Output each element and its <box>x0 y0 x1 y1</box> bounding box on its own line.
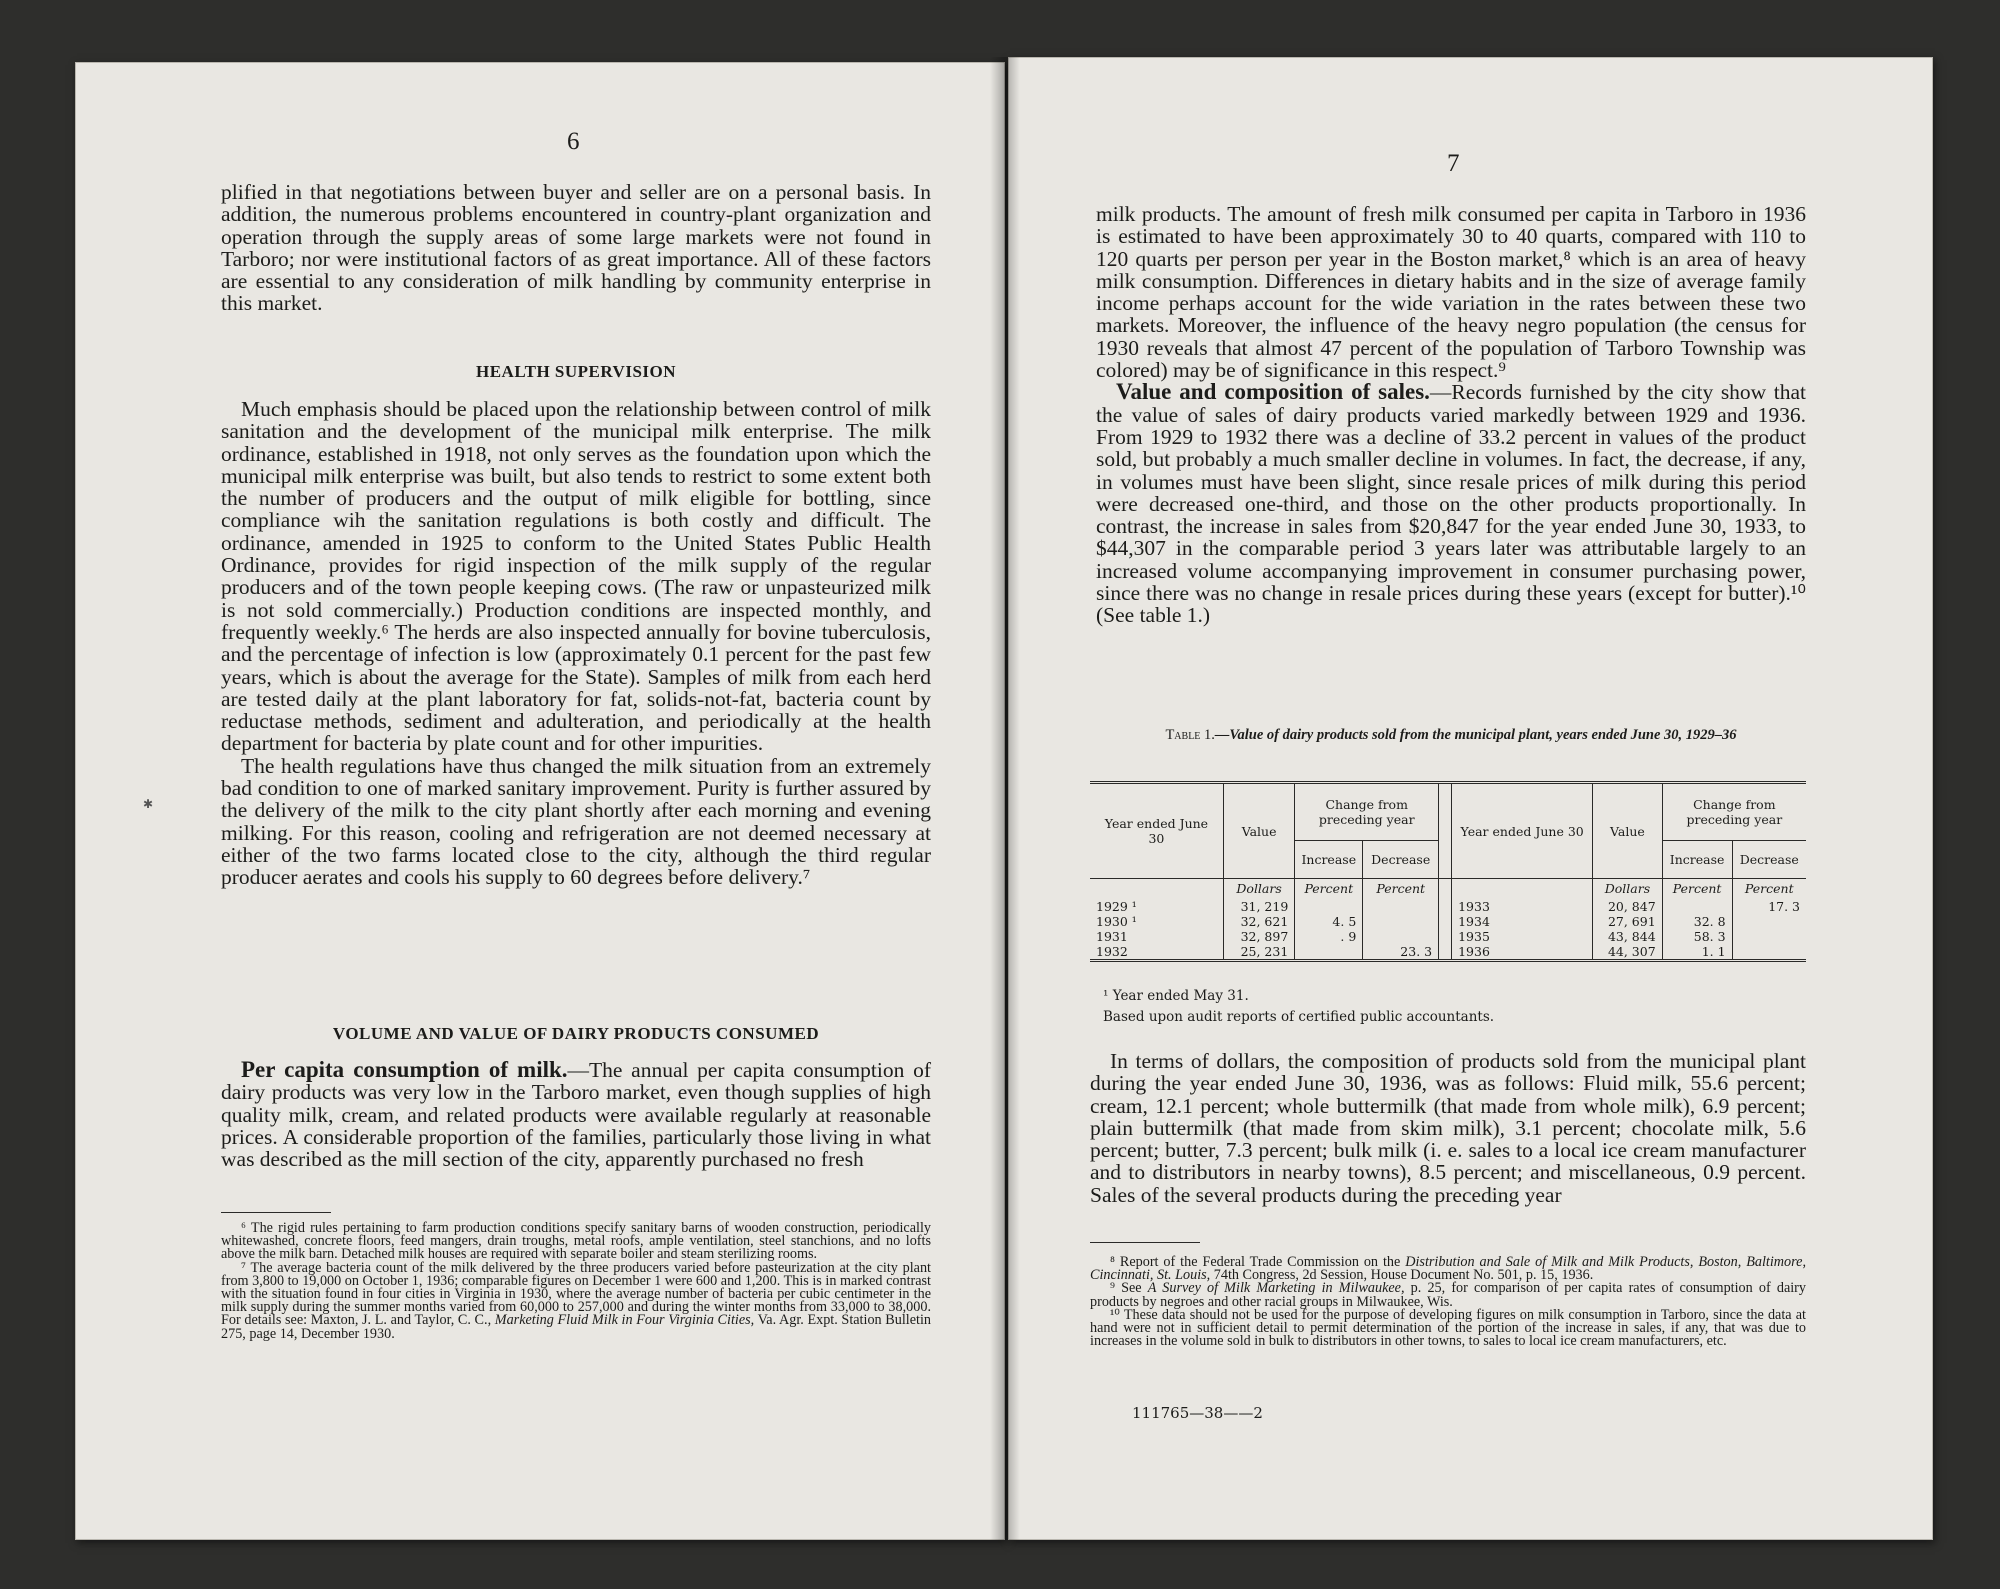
cell-value: 32, 621 <box>1223 914 1294 929</box>
footnote-7-text: ⁷ The average bacteria count of the milk delivered by the three producers varied before pasteurization at the city plant from 3,800 to 19,000 on October 1, 1936; comparable figures on December 1 were 600 and 1,200. This is in marked contrast with the situation found in four cities in Virginia in 1930, where the average number of bacteria per cubic centimeter in the milk supply during the summer months varied from 60,000 to 257,000 and during the winter months from 33,000 to 38,000. For details see: Maxton, J. L. and Taylor, C. C., <box>221 1259 931 1329</box>
cell-value: 27, 691 <box>1593 914 1663 929</box>
cell-decrease: 23. 3 <box>1363 944 1439 961</box>
col-change-left: Change from preceding year <box>1295 783 1439 841</box>
page-number-left: 6 <box>567 128 580 155</box>
left-opening-paragraph <box>221 181 931 315</box>
per-capita-paragraph <box>221 1059 931 1170</box>
page-number-right: 7 <box>1447 150 1460 177</box>
cell-year: 1930 ¹ <box>1096 913 1137 929</box>
footnote-9 <box>1090 1282 1806 1308</box>
units-percent-dec-right: Percent <box>1732 879 1806 899</box>
data-table <box>1090 781 1806 962</box>
cell-value: 43, 844 <box>1593 929 1663 944</box>
cell-value: 20, 847 <box>1593 899 1663 914</box>
cell-value: 32, 897 <box>1223 929 1294 944</box>
footnote-9-title: A Survey of Milk Marketing in Milwaukee, <box>1147 1280 1405 1297</box>
table-divider <box>1439 944 1452 961</box>
footnote-rule-left <box>221 1212 331 1213</box>
continuation-paragraph: milk products. The amount of fresh milk consumed per capita in Tarboro in 1936 is estimated to have been approximately 30 to 40 quarts, compared with 110 to 120 quarts per person per year in the Boston market,⁸ which is an area of heavy milk consumption. Differences in dietary habits and in the size of average family income perhaps account for the wide variation in the rates between these two markets. Moreover, the influence of the heavy negro population (the census for 1930 reveals that almost 47 percent of the population of Tarboro Township was colored) may be of significance in this respect.⁹ <box>1096 202 1806 383</box>
left-footnotes <box>221 1222 931 1341</box>
table-divider <box>1439 879 1452 899</box>
units-percent-inc-left: Percent <box>1295 879 1363 899</box>
table-row <box>1090 914 1806 929</box>
right-footnotes <box>1090 1256 1806 1348</box>
footnote-rule-right <box>1090 1242 1200 1243</box>
cell-value: 25, 231 <box>1223 944 1294 961</box>
value-paragraph <box>1096 381 1806 626</box>
cell-increase: 58. 3 <box>1662 929 1732 944</box>
col-increase-right: Increase <box>1662 841 1732 879</box>
cell-decrease: 17. 3 <box>1732 899 1806 914</box>
footnote-10: ¹⁰ These data should not be used for the purpose of developing figures on milk consumption in Tarboro, since the data at hand were not in sufficient detail to permit determination of the portion of the increase in sales, if any, that was due to increases in the volume sold in bulk to distributors in other towns, to sales to local ice cream manufacturers, etc. <box>1090 1306 1806 1350</box>
table-divider <box>1439 929 1452 944</box>
cell-increase: 4. 5 <box>1295 914 1363 929</box>
col-year-right: Year ended June 30 <box>1460 823 1584 839</box>
per-capita-section <box>221 1059 931 1170</box>
col-decrease-left: Decrease <box>1363 841 1439 879</box>
cell-value: 31, 219 <box>1223 899 1294 914</box>
cell-year: 1932 <box>1096 943 1128 959</box>
table-notes <box>1103 986 1803 1028</box>
cell-decrease <box>1732 944 1806 961</box>
table-row <box>1090 899 1806 914</box>
cell-decrease <box>1363 899 1439 914</box>
footnote-8 <box>1090 1256 1806 1282</box>
cell-increase: . 9 <box>1295 929 1363 944</box>
cell-year: 1933 <box>1458 898 1490 914</box>
cell-year: 1936 <box>1458 943 1490 959</box>
book-gutter <box>990 57 1020 1540</box>
cell-year: 1934 <box>1458 913 1490 929</box>
heading-health-supervision: HEALTH SUPERVISION <box>475 362 677 381</box>
health-paragraph-1: Much emphasis should be placed upon the relationship between control of milk sanitation and the development of the municipal milk enterprise. The milk ordinance, established in 1918, not only serves as the foundation upon which the municipal milk enterprise was built, but also tends to restrict to some extent both the number of producers and the output of milk eligible for bottling, since compliance wih the sanitation regulations is both costly and difficult. The ordinance, amended in 1925 to conform to the United States Public Health Ordinance, provides for rigid inspection of the milk supply of the regular producers and of the town people keeping cows. (The raw or unpasteurized milk is not sold commercially.) Production conditions are inspected monthly, and frequently weekly.⁶ The herds are also inspected annually for bovine tuberculosis, and the percentage of infection is low (approximately 0.1 percent for the past few years, which is about the average for the State). Samples of milk from each herd are tested daily at the plant laboratory for fat, solids-not-fat, bacteria count by reductase methods, sediment and adulteration, and periodically at the health department for bacteria by plate count and for other impurities. <box>221 397 931 756</box>
cell-increase <box>1295 899 1363 914</box>
cell-year: 1931 <box>1096 928 1128 944</box>
footnote-9-text: ⁹ See <box>1110 1280 1142 1297</box>
table-caption <box>1096 726 1806 744</box>
col-value-left: Value <box>1223 783 1294 879</box>
table-row <box>1090 929 1806 944</box>
col-value-right: Value <box>1593 783 1663 879</box>
heading-volume-value: VOLUME AND VALUE OF DAIRY PRODUCTS CONSUMED <box>332 1024 820 1043</box>
opening-paragraph: plified in that negotiations between buyer and seller are on a personal basis. In addition, the numerous problems encountered in country-plant organization and operation through the supply areas of some large markets were not found in Tarboro; nor were institutional factors of as great importance. All of these factors are essential to any consideration of milk handling by community enterprise in this market. <box>221 180 931 316</box>
table-units-row <box>1090 879 1806 899</box>
cell-increase <box>1662 899 1732 914</box>
footnote-7-title: Marketing Fluid Milk in Four Virginia Cities, <box>494 1312 755 1329</box>
col-change-right: Change from preceding year <box>1662 783 1806 841</box>
footnote-8-text-end: 74th Congress, 2d Session, House Document No. 501, p. 15, 1936. <box>1213 1267 1594 1284</box>
printer-mark: 111765—38——2 <box>1132 1404 1263 1422</box>
cell-decrease <box>1363 929 1439 944</box>
table-note-2: Based upon audit reports of certified public accountants. <box>1103 1009 1495 1025</box>
col-decrease-right: Decrease <box>1732 841 1806 879</box>
table-divider <box>1439 899 1452 914</box>
health-section <box>221 398 931 889</box>
composition-section <box>1090 1050 1806 1206</box>
table-label: Table 1. <box>1165 727 1215 743</box>
cell-increase <box>1295 944 1363 961</box>
footnote-7-text-end: Va. Agr. Expt. Station Bulletin 275, page 14, December 1930. <box>221 1312 931 1342</box>
col-year-left: Year ended June 30 <box>1104 816 1209 846</box>
table-title: —Value of dairy products sold from the municipal plant, years ended June 30, 1929–36 <box>1214 727 1737 743</box>
health-paragraph-2: The health regulations have thus changed the milk situation from an extremely bad condition to one of marked sanitary improvement. Purity is further assured by the delivery of the milk to the city plant shortly after each morning and evening milking. For this reason, cooling and refrigeration are not deemed necessary at either of the two farms located close to the city, although the third regular producer aerates and cools his supply to 60 degrees before delivery.⁷ <box>221 753 931 890</box>
page-speck: ✱ <box>143 797 154 811</box>
cell-increase: 32. 8 <box>1662 914 1732 929</box>
footnote-6: ⁶ The rigid rules pertaining to farm production conditions specify sanitary barns of wooden construction, periodically whitewashed, concrete floors, feed mangers, drain troughs, metal roofs, ample ventilation, steel stanchions, and no lofts above the milk barn. Detached milk houses are required with separate boiler and steam sterilizing rooms. <box>221 1220 931 1263</box>
units-dollars-right: Dollars <box>1593 879 1663 899</box>
cell-decrease <box>1732 929 1806 944</box>
footnote-8-text: ⁸ Report of the Federal Trade Commission on the <box>1110 1254 1401 1270</box>
cell-increase: 1. 1 <box>1662 944 1732 961</box>
units-dollars-left: Dollars <box>1223 879 1294 899</box>
table-header-row-1 <box>1090 783 1806 841</box>
cell-decrease <box>1732 914 1806 929</box>
per-capita-text: —The annual per capita consumption of dairy products was very low in the Tarboro market, even though supplies of high quality milk, cream, and related products were available regularly at reasonable prices. A considerable proportion of the families, particularly those living in what was described as the mill section of the city, apparently purchased no fresh <box>221 1058 931 1172</box>
value-runin: Value and composition of sales. <box>1116 379 1430 405</box>
cell-value: 44, 307 <box>1593 944 1663 961</box>
composition-paragraph: In terms of dollars, the composition of products sold from the municipal plant during the year ended June 30, 1936, was as follows: Fluid milk, 55.6 percent; cream, 12.1 percent; whole buttermilk (that made from whole milk), 6.9 percent; plain buttermilk (that made from skim milk), 3.1 percent; chocolate milk, 5.6 percent; butter, 7.3 percent; bulk milk (i. e. sales to a local ice cream manufacturer and to distributors in nearby towns), 8.5 percent; and miscellaneous, 0.9 percent. Sales of the several products during the preceding year <box>1090 1049 1806 1207</box>
table-note-1: ¹ Year ended May 31. <box>1103 988 1249 1004</box>
per-capita-runin: Per capita consumption of milk. <box>241 1057 568 1082</box>
footnote-7 <box>221 1259 931 1342</box>
units-percent-inc-right: Percent <box>1662 879 1732 899</box>
table-divider <box>1439 914 1452 929</box>
col-increase-left: Increase <box>1295 841 1363 879</box>
cell-decrease <box>1363 914 1439 929</box>
table-divider <box>1439 783 1452 879</box>
footnote-9-text-end: p. 25, for comparison of per capita rates of consumption of dairy products by negroes and other racial groups in Milwaukee, Wis. <box>1090 1280 1806 1310</box>
value-text: —Records furnished by the city show that the value of sales of dairy products varied markedly between 1929 and 1936. From 1929 to 1932 there was a decline of 33.2 percent in values of the product sold, but probably a much smaller decline in volumes. In fact, the decrease, if any, in volumes must have been slight, since resale prices of milk during this period were decreased one-third, and those on the other products proportionally. In contrast, the increase in sales from $20,847 for the year ended June 30, 1933, to $44,307 in the comparable period 3 years later was attributable largely to an increased volume accompanying improvement in consumer purchasing power, since there was no change in resale prices during these years (except for butter).¹⁰ (See table 1.) <box>1096 380 1806 628</box>
cell-year: 1929 ¹ <box>1096 898 1137 914</box>
footnote-8-title: Distribution and Sale of Milk and Milk Products, Boston, Baltimore, Cincinnati, St. Louis, <box>1090 1254 1806 1284</box>
table-row <box>1090 944 1806 961</box>
cell-year: 1935 <box>1458 928 1490 944</box>
right-top-section <box>1096 203 1806 627</box>
units-percent-dec-left: Percent <box>1363 879 1439 899</box>
units-blank-left <box>1090 879 1223 899</box>
units-blank-right <box>1452 879 1593 899</box>
